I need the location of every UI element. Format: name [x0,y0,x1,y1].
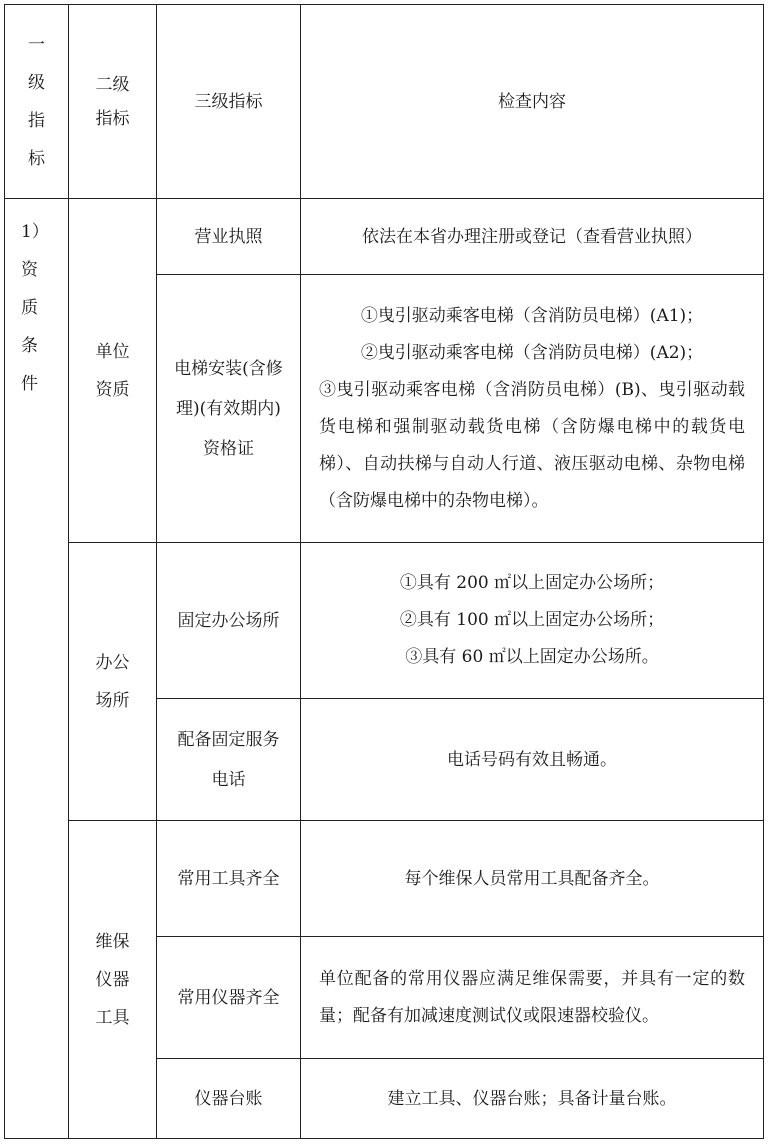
content-fixed-office-line-3: ③具有 60 ㎡以上固定办公场所。 [405,647,659,667]
header-level1 [5,5,69,199]
level3-fixed-phone-cell [157,699,301,821]
content-business-license-cell [301,199,764,275]
content-install-license-line-2: ②曳引驱动乘客电梯（含消防员电梯）(A2)； [360,342,704,363]
table-row [5,543,764,699]
content-common-instruments-text: 单位配备的常用仪器应满足维保需要，并具有一定的数量；配备有加减速度测试仪或限速器校验仪。 [319,968,745,1026]
table-row [5,821,764,937]
content-fixed-office-line-1: ①具有 200 ㎡以上固定办公场所； [399,573,665,593]
level3-common-tools-cell [157,821,301,937]
level3-fixed-phone-label: 配备固定服务电话 [177,729,280,790]
content-fixed-phone-cell [301,699,764,821]
content-fixed-office-line-2: ②具有 100 ㎡以上固定办公场所； [399,610,665,630]
header-level3-label: 三级指标 [194,91,263,112]
content-instrument-ledger-text: 建立工具、仪器台账；具备计量台账。 [387,1088,677,1109]
content-fixed-office-cell [301,543,764,699]
level1-category-cell [5,199,69,1139]
table-row [5,199,764,275]
header-level2-label: 二级指标 [95,74,130,129]
level3-install-license-cell [157,275,301,543]
header-level3 [157,5,301,199]
level2-maintenance-tools-cell [69,821,157,1139]
level3-install-license-label: 电梯安装(含修理)(有效期内)资格证 [174,358,283,459]
level2-unit-qualification-cell [69,199,157,543]
content-install-license-line-3: ③曳引驱动乘客电梯（含消防员电梯）(B)、曳引驱动载货电梯和强制驱动载货电梯（含防爆电梯中的载货电梯）、自动扶梯与自动人行道、液压驱动电梯、杂物电梯（含防爆电梯中的杂物电梯）。 [319,379,745,511]
level3-business-license-label: 营业执照 [194,226,263,247]
inspection-table [4,4,764,1139]
content-instrument-ledger-cell [301,1059,764,1139]
level2-office-site-cell [69,543,157,821]
content-common-tools-text: 每个维保人员常用工具配备齐全。 [404,868,660,889]
level3-fixed-office-label: 固定办公场所 [177,610,280,631]
level3-business-license-cell [157,199,301,275]
level3-fixed-office-cell [157,543,301,699]
level3-instrument-ledger-label: 仪器台账 [194,1088,263,1109]
level2-office-site-label: 办公场所 [95,652,130,711]
content-install-license-line-1: ①曳引驱动乘客电梯（含消防员电梯）(A1)； [360,305,704,326]
level1-category-label: 1）资质条件 [21,222,41,394]
content-install-license-cell [301,275,764,543]
content-common-instruments-cell [301,937,764,1059]
level3-instrument-ledger-cell [157,1059,301,1139]
level3-common-tools-label: 常用工具齐全 [177,868,280,889]
header-content [301,5,764,199]
content-fixed-phone-text: 电话号码有效且畅通。 [447,749,617,770]
level3-common-instruments-cell [157,937,301,1059]
level2-unit-qualification-label: 单位资质 [95,341,130,400]
header-content-label: 检查内容 [498,91,566,112]
level2-maintenance-tools-label: 维保仪器工具 [95,931,130,1028]
header-level1-label: 一级指标 [28,34,45,169]
header-level2 [69,5,157,199]
content-business-license-text: 依法在本省办理注册或登记（查看营业执照） [362,226,702,247]
level3-common-instruments-label: 常用仪器齐全 [177,987,280,1008]
table-header-row [5,5,764,199]
content-common-tools-cell [301,821,764,937]
